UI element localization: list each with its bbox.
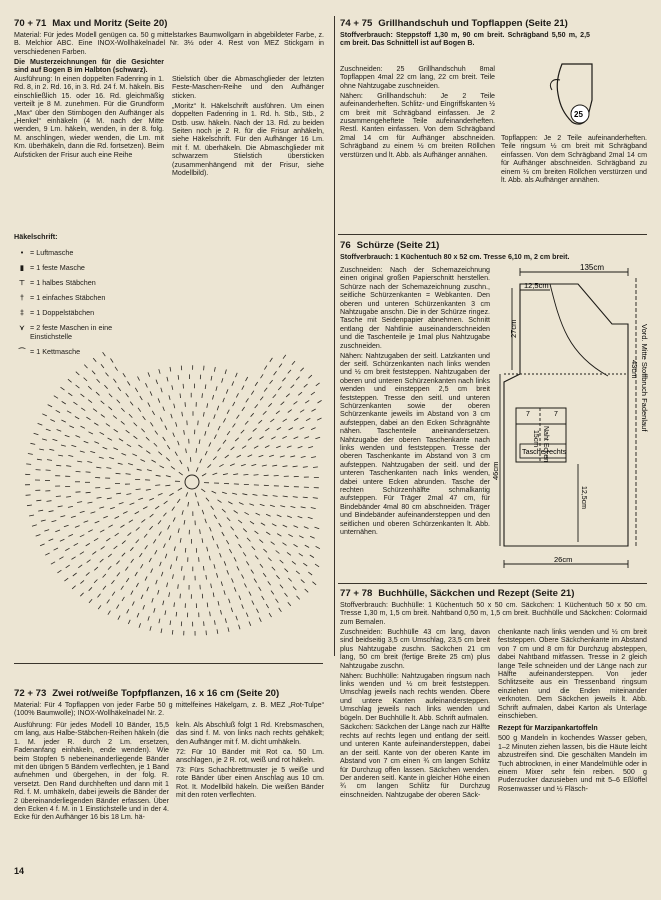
section-heading (14, 688, 324, 699)
grillhandschuh-right-col (501, 134, 647, 186)
section-divider-right-2 (338, 583, 647, 584)
instructions-text-4: 73: Fürs Schachbrettmuster je 5 weiße und rote Bänder über einen Anschlag aus 10 cm. Rot. It. Modellbild häkeln. Die weißen Bänder mit den roten verflechten. (176, 766, 324, 800)
page-number: 14 (14, 866, 25, 876)
cutting-text: Zuschneiden: Nach der Schemazeichnung einen original großen Papierschnitt herstellen. Schürze nach der Schemazeichnung zuschn., seitliche Schürzenkanten = Webkanten. Den oberen und unteren Schürzenkanten 3 cm Nahtzugabe anschn. Die in der Schürze ringez. Tasche mit Seidenpapier abnehmen. Schnitt entlang der Nahtlinie auseinanderschneiden und die Taschenteile je 1mal plus Nahtzugabe zuschneiden. (340, 266, 490, 350)
section-grillhandschuh (340, 18, 645, 49)
legend-symbol-icon: † (20, 293, 24, 302)
section-heading (340, 588, 647, 599)
dim-pocket-7a: 7 (526, 411, 530, 418)
material-text: Stoffverbrauch: Steppstoff 1,30 m, 90 cm breit. Schrägband 5,50 m, 2,5 cm breit. Das Schnittell ist auf Bogen B. (340, 31, 590, 48)
sewing-text: Nähen: Grillhandschuh: Je 2 Teile aufeinanderheften. Schlitz- und Eingriffskanten ½ cm breit mit Schrägband einfassen. Je 2 zusammengeheftete Teile aufeinanderheften. Restl. Kanten einfassen. Von dem Schrägband 2mal 14 cm für Aufhänger abschneiden. Schrägband zu einem ½ cm breiten Röllchen verstürzen und lt. Abb. als Aufhänger annähen. (340, 91, 495, 159)
dim-top-left: 12,5cm (524, 281, 549, 290)
section-topfpflanzen (14, 688, 324, 719)
dim-left-upper: 27cm (509, 319, 518, 338)
sewing-text: Nähen: Nahtzugaben der seitl. Latzkanten und der seitl. Schürzenkanten nach links wenden und ½ cm breit feststeppen. Nahtzugaben der oberen und unteren Schürzenkanten nach links wenden und einsteppen 2,5 cm breit feststeppen. Tresse den seitl. und unteren Schürzenkanten sowie der oberen Schürzenkante jeweils im Abstand von 3 cm aufsteppen, dabei an den Ecken Schrägnähte nähen. Taschenteile aneinandersetzen. Nahtzugabe der oberen Taschenkante nach links wenden und feststeppen. Tresse der oberen Taschenkante im Abstand von 3 cm aufsteppen. Nahtzugaben der seitl. und der unteren Taschenkanten nach links wenden, dabei untere Ecken abrunden. Tasche der rechten Schürzenhälfte schmalkantig aufsteppen. Für Träger 2mal 47 cm, für Bindebänder 4mal 80 cm abschneiden. Träger und Bindebänder aufeinandersteppen und den seitlichen und oberen Schürzenkanten lt. Abb. unternähen. (340, 351, 490, 537)
legend-symbol-icon: ‡ (20, 308, 24, 317)
pocket-label: Tasche rechts (522, 447, 567, 456)
mitten-illustration (540, 50, 620, 140)
section-heading (340, 240, 645, 251)
potholder-text: Topflappen: Je 2 Teile aufeinanderheften. Teile ringsum ½ cm breit mit Schrägband einfassen. Von dem Schrägband 2mal 14 cm für Aufhänger abschneiden. Schrägband zu einem ½ cm breiten Röllchen verstürzen und lt. Abb. als Aufhänger annähen. (501, 134, 647, 185)
section-title: Buchhülle, Säckchen und Rezept (Seite 21) (378, 588, 575, 599)
buchhuelle-right-col (498, 628, 647, 795)
pattern-note: Die Musterzeichnungen für die Gesichter sind auf Bogen B im Halbton (schwarz). (14, 57, 164, 75)
topfpflanzen-left-col (14, 721, 169, 823)
section-number: 72 + 73 (14, 688, 47, 699)
instructions-text: Ausführung: Für jedes Modell 10 Bänder, 15,5 cm lang, aus Halbe-Stäbchen-Reihen häkeln (die 1. M. jeder R. durch 2 Lm. ersetzen, Fadenanfang einhäkeln, ende wenden). Wie beim Stopfen 5 nebeneinanderliegende Bänder mit den übrigen 5 Bändern verflechten, je 1 Band aufnehmen und übergehen, in der folg. R. versetzt. Den Rand durchheften und dann mit 1 Rd. f. M. umhäkeln, dabei jeweils die Bänder der 2 übereinanderliegenden Bänder erfassen. Über den Ecken 4 f. M. in 1 Einstichstelle und in der 4. Ecke für den Aufhänger 16 bis 18 Lm. hä- (14, 721, 169, 822)
legend-label: = 1 Doppelstäbchen (30, 308, 95, 317)
crochet-chart (14, 232, 324, 652)
max-moritz-right-col (172, 75, 324, 179)
legend-label: = 1 Kettmasche (30, 347, 81, 356)
dim-left-total: 46cm (491, 461, 500, 480)
dim-side-label: Vord. Mitte Stoffbruch Fadenlauf (640, 324, 649, 432)
buchhuelle-left-col (340, 628, 490, 801)
column-divider-top (334, 16, 335, 656)
bag-text-2: chenkante nach links wenden und ½ cm breit feststeppen. Obere Säckchenkante im Abstand von 7 cm und 8 cm für Durchzug absteppen, dabei Nahtband mitfassen. Tresse in 2 gleich lange Teile schneiden und der Länge nach zur Hälfte aufeinandersteppen. Von jeder Schlitzseite aus ein Tressenband ringsum einziehen und die Enden miteinander verknoten. Dem Säckchen jeweils lt. Abb. Schrift aufmalen, dabei Karton als Unterlage einschieben. (498, 628, 647, 721)
dim-right-height: 43cm (630, 360, 639, 379)
section-buchhuelle (340, 588, 647, 628)
legend-label: = 1 halbes Stäbchen (30, 278, 96, 287)
material-text: Material: Für jedes Modell genügen ca. 50 g mittelstarkes Baumwollgarn in abgebildeter Farbe, z. B. Melchior ABC. Eine INOX-Wollhäkelnadel Nr. 3½ oder 4. Rest von MEZ Stickgarn in verschiedenen Farben. (14, 31, 324, 56)
legend-label: = 2 feste Maschen in eine Einstichstelle (30, 323, 113, 341)
schuerze-text-col (340, 266, 490, 538)
section-title: Max und Moritz (Seite 20) (52, 18, 168, 29)
dim-inner-height: 12,5cm (580, 486, 587, 509)
recipe-text: 500 g Mandeln in kochendes Wasser geben, 1–2 Minuten ziehen lassen, bis die Häute leicht abzustreifen sind. Die geschälten Mandeln im Tuch abtrocknen, in einer Mandelmühle oder in einem Mixer sehr fein reiben. 500 g Puderzucker dazusieben und mit 5–6 Eßlöffel Rosenwasser und ½ Fläsch- (498, 734, 647, 793)
legend-symbol-icon: ⋎ (19, 323, 25, 332)
section-heading (340, 18, 645, 29)
bag-text: Säckchen: Säckchen der Länge nach zur Hälfte rechts auf rechts legen und entlang der seitl. und unteren Kante aufeinandersteppen, dabei an der seitl. Kante von der oberen Kante im Abstand von 7 cm einen ¾ cm langen Schlitz für Durchzug offen lassen. Säckchen wenden. Der anderen seitl. Kante in gleicher Höhe einen ¾ cm langen Schlitz für Durchzug einschneiden. Nahtzugabe der oberen Säck- (340, 723, 490, 799)
section-max-moritz (14, 18, 324, 76)
section-title: Schürze (Seite 21) (356, 240, 440, 251)
material-text: Stoffverbrauch: Buchhülle: 1 Küchentuch 50 x 50 cm. Säckchen: 1 Küchentuch 50 x 50 cm. Tresse 1,30 m, 1,5 cm breit. Nahtband 0,50 m, 1,5 cm breit. Buchhülle und Säckchen: Colormaid zum Bemalen. (340, 601, 647, 626)
section-heading (14, 18, 324, 29)
section-title: Zwei rot/weiße Topfpflanzen, 16 x 16 cm (Seite 20) (52, 688, 280, 699)
section-number: 74 + 75 (340, 18, 373, 29)
legend-label: = 1 feste Masche (30, 263, 85, 272)
sewing-text: Nähen: Buchhülle: Nahtzugaben ringsum nach links wenden und ½ cm breit feststeppen. Umschlag jeweils nach rechts wenden. Obere und untere Kanten aufeinandersteppen. Umschlag jeweils nach links wenden und bügeln. Der Buchhülle lt. Abb. Schrift aufmalen. (340, 671, 490, 722)
dim-pocket-7b: 7 (554, 411, 558, 418)
mitten-number: 25 (574, 110, 583, 119)
section-number: 70 + 71 (14, 18, 47, 29)
material-text: Material: Für 4 Topflappen von jeder Farbe 50 g mittelfeines Häkelgarn, z. B. MEZ „Rot-Tulpe“ (100% Baumwolle); INOX-Wollhäkelnadel Nr. 2. (14, 701, 324, 718)
legend-symbol-icon: ⌒ (18, 347, 26, 356)
cutting-text: Zuschneiden: 25 Grillhandschuh 8mal Topflappen 4mal 22 cm lang, 22 cm breit. Teile ohne Nahtzugabe zuschneiden. (340, 65, 495, 90)
legend-symbol-icon: ⊤ (18, 278, 26, 287)
instructions-text-2: Stielstich über die Abmaschglieder der letzten Feste-Maschen-Reihe und den Aufhänger sticken. (172, 75, 324, 100)
dim-pocket-15: 15cm (532, 430, 539, 448)
legend-symbol-icon: ▮ (20, 263, 24, 272)
legend-symbol-icon: • (20, 248, 24, 257)
cutting-text: Zuschneiden: Buchhülle 43 cm lang, davon sind beidseitig 3,5 cm Umschlag, 23,5 cm breit plus Nahtzugabe zuschn. Säckchen 21 cm lang, 50 cm breit (fertige Breite 25 cm) plus Nahtzugabe zuschn. (340, 628, 490, 670)
max-moritz-left-col (14, 75, 164, 161)
section-number: 77 + 78 (340, 588, 373, 599)
section-title: Grillhandschuh und Topflappen (Seite 21) (378, 18, 568, 29)
legend-label: = Luftmasche (30, 248, 74, 257)
legend-title: Häkelschrift: (14, 232, 58, 241)
apron-pattern-diagram (492, 264, 652, 582)
legend-label: = 1 einfaches Stäbchen (30, 293, 106, 302)
instructions-text-3: 72: Für 10 Bänder mit Rot ca. 50 Lm. anschlagen, je 2 R. rot, weiß und rot häkeln. (176, 747, 324, 765)
dim-top: 135cm (580, 263, 605, 272)
section-divider-left (14, 663, 323, 664)
material-text: Stoffverbrauch: 1 Küchentuch 80 x 52 cm. Tresse 6,10 m, 2 cm breit. (340, 253, 570, 261)
instructions-text-3: „Moritz“ lt. Häkelschrift ausführen. Um einen doppelten Fadenring in 1. Rd. h. Stb., Stb., 2 Dstb. usw. häkeln. Nach der 13. Rd. zu beiden Seiten noch je 2 R. für die Frisur anhäkeln, siehe Häkelschrift. Für den Aufhänger 16 Lm. mit f. M. überhäkeln. Die Abmaschglieder mit schwarzem Stielstich übersticken (zusammenhängend mit der Frisur, siehe Modellbild). (172, 101, 324, 177)
dim-bottom: 26cm (554, 555, 573, 564)
section-number: 76 (340, 240, 351, 251)
instructions-text-2: keln. Als Abschluß folgt 1 Rd. Krebsmaschen, das sind f. M. von links nach rechts gehäkelt; den Aufhänger mit f. M. dicht umhäkeln. (176, 721, 324, 746)
grillhandschuh-left-col (340, 65, 495, 160)
section-divider-right-1 (338, 234, 647, 235)
dim-pocket-naht: Naht Ecken (542, 426, 549, 463)
instructions-text: Ausführung: In einen doppelten Fadenring in 1. Rd. 8, in 2. Rd. 16, in 3. Rd. 24 f. M. häkeln. Bis einschließlich 15. oder 16. Rd. gleichmäßig verteilt je 8 M. zunehmen. Für die Grundform „Max“ über den Stirnbogen den Aufhänger als „Henkel“ einhäkeln (4 M. nach der Mitte wenden, 9 Lm. häkeln, wenden, in der 8. folg. M. anschlingen, wieder wenden, die Lm. mit Km. überhäkeln, dann die Rd. fortsetzen). Beim Aufsticken der Frisur auch eine Reihe (14, 75, 164, 159)
topfpflanzen-right-col (176, 721, 324, 801)
recipe-title: Rezept für Marzipankartoffeln (498, 724, 598, 733)
section-schuerze (340, 240, 645, 263)
